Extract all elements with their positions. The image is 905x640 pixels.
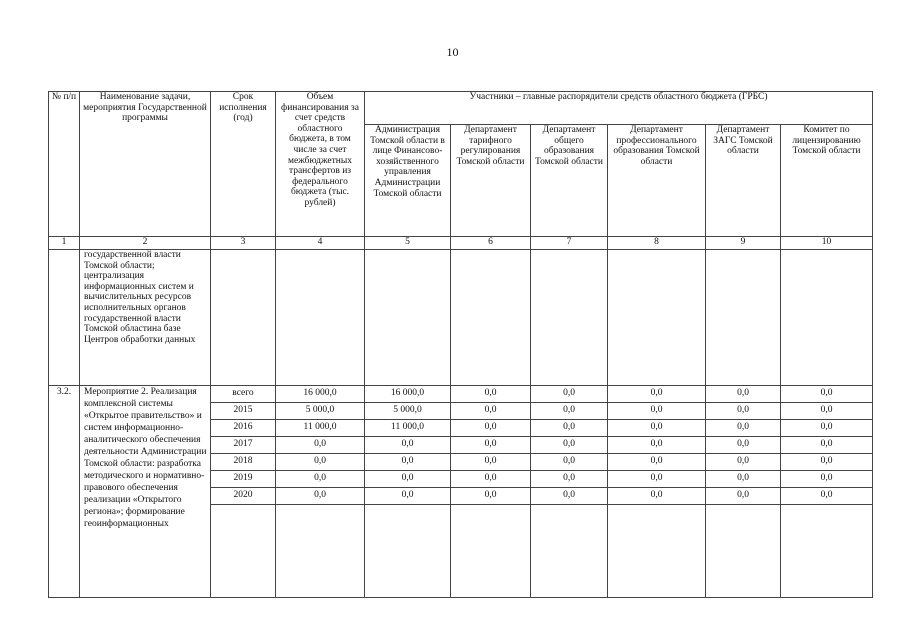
column-number: 3 bbox=[211, 237, 276, 250]
value-cell: 0,0 bbox=[608, 471, 706, 488]
value-cell: 0,0 bbox=[451, 454, 531, 471]
value-cell: 11 000,0 bbox=[276, 420, 365, 437]
year-cell: 2019 bbox=[211, 471, 276, 488]
value-cell: 0,0 bbox=[365, 437, 451, 454]
value-cell: 16 000,0 bbox=[365, 386, 451, 403]
header-grbs-general-education: Департамент общего образования Томской области bbox=[531, 125, 608, 237]
value-cell: 5 000,0 bbox=[365, 403, 451, 420]
year-cell: 2020 bbox=[211, 488, 276, 505]
value-cell: 0,0 bbox=[451, 403, 531, 420]
header-participants: Участники – главные распорядители средств областного бюджета (ГРБС) bbox=[365, 92, 873, 125]
header-grbs-administration: Администрация Томской области в лице Финансово-хозяйственного управления Администрации Томской области bbox=[365, 125, 451, 237]
year-cell: 2017 bbox=[211, 437, 276, 454]
measure-name: Мероприятие 2. Реализация комплексной системы «Открытое правительство» и систем информационно-аналитического обеспечения деятельности Администрации Томской области: разработка методического и нормативно-правового обеспечения реализации «Открытого региона»; формирование геоинформационных bbox=[80, 386, 211, 598]
header-grbs-tariff: Департамент тарифного регулирования Томской области bbox=[451, 125, 531, 237]
year-cell: 2015 bbox=[211, 403, 276, 420]
value-cell: 16 000,0 bbox=[276, 386, 365, 403]
value-cell: 0,0 bbox=[531, 386, 608, 403]
value-cell: 0,0 bbox=[608, 420, 706, 437]
column-number: 7 bbox=[531, 237, 608, 250]
column-number: 6 bbox=[451, 237, 531, 250]
continuation-num bbox=[49, 250, 80, 386]
value-cell: 0,0 bbox=[531, 488, 608, 505]
year-cell: 2018 bbox=[211, 454, 276, 471]
value-cell: 0,0 bbox=[781, 488, 873, 505]
value-cell: 0,0 bbox=[608, 454, 706, 471]
value-cell: 0,0 bbox=[781, 420, 873, 437]
value-cell: 0,0 bbox=[608, 488, 706, 505]
measure-num: 3.2. bbox=[49, 386, 80, 598]
value-cell: 0,0 bbox=[451, 488, 531, 505]
page-number: 10 bbox=[446, 45, 459, 59]
value-cell: 0,0 bbox=[781, 454, 873, 471]
value-cell: 0,0 bbox=[706, 386, 781, 403]
value-cell: 0,0 bbox=[365, 471, 451, 488]
value-cell: 0,0 bbox=[365, 454, 451, 471]
value-cell: 0,0 bbox=[276, 454, 365, 471]
budget-table bbox=[48, 91, 873, 598]
value-cell: 0,0 bbox=[451, 420, 531, 437]
header-volume: Объем финансирования за счет средств областного бюджета, в том числе за счет межбюджетных трансфертов из федерального бюджета (тыс. рублей) bbox=[276, 92, 365, 237]
continuation-name: государственной власти Томской области; централизация информационных систем и вычислительных ресурсов исполнительных органов государственной власти Томской областина базе Центров обработки данных bbox=[80, 250, 211, 386]
value-cell: 0,0 bbox=[451, 471, 531, 488]
value-cell: 0,0 bbox=[781, 386, 873, 403]
header-term: Срок исполнения (год) bbox=[211, 92, 276, 237]
value-cell: 0,0 bbox=[706, 471, 781, 488]
value-cell: 0,0 bbox=[276, 437, 365, 454]
header-row-top bbox=[49, 92, 873, 125]
value-cell: 0,0 bbox=[531, 471, 608, 488]
value-cell: 0,0 bbox=[781, 471, 873, 488]
header-grbs-licensing: Комитет по лицензированию Томской области bbox=[781, 125, 873, 237]
value-cell: 0,0 bbox=[706, 437, 781, 454]
header-grbs-zags: Департамент ЗАГС Томской области bbox=[706, 125, 781, 237]
value-cell: 0,0 bbox=[531, 437, 608, 454]
value-cell: 0,0 bbox=[706, 488, 781, 505]
value-cell: 0,0 bbox=[451, 386, 531, 403]
column-number: 8 bbox=[608, 237, 706, 250]
year-cell: 2016 bbox=[211, 420, 276, 437]
header-grbs-professional-education: Департамент профессионального образования Томской области bbox=[608, 125, 706, 237]
value-cell: 0,0 bbox=[781, 403, 873, 420]
year-cell: всего bbox=[211, 386, 276, 403]
value-cell: 0,0 bbox=[706, 403, 781, 420]
column-number: 2 bbox=[80, 237, 211, 250]
value-cell: 0,0 bbox=[706, 420, 781, 437]
column-number: 9 bbox=[706, 237, 781, 250]
value-cell: 0,0 bbox=[531, 454, 608, 471]
value-cell: 0,0 bbox=[276, 471, 365, 488]
value-cell: 0,0 bbox=[608, 403, 706, 420]
column-number-row bbox=[49, 237, 873, 250]
column-number: 5 bbox=[365, 237, 451, 250]
continuation-row bbox=[49, 250, 873, 386]
column-number: 4 bbox=[276, 237, 365, 250]
value-cell: 0,0 bbox=[608, 437, 706, 454]
value-cell: 0,0 bbox=[706, 454, 781, 471]
table-row bbox=[49, 386, 873, 403]
value-cell: 0,0 bbox=[365, 488, 451, 505]
value-cell: 5 000,0 bbox=[276, 403, 365, 420]
value-cell: 11 000,0 bbox=[365, 420, 451, 437]
value-cell: 0,0 bbox=[276, 488, 365, 505]
column-number: 10 bbox=[781, 237, 873, 250]
value-cell: 0,0 bbox=[781, 437, 873, 454]
value-cell: 0,0 bbox=[531, 420, 608, 437]
header-name: Наименование задачи, мероприятия Государственной программы bbox=[80, 92, 211, 237]
header-num: № п/п bbox=[49, 92, 80, 237]
column-number: 1 bbox=[49, 237, 80, 250]
value-cell: 0,0 bbox=[608, 386, 706, 403]
value-cell: 0,0 bbox=[451, 437, 531, 454]
value-cell: 0,0 bbox=[531, 403, 608, 420]
